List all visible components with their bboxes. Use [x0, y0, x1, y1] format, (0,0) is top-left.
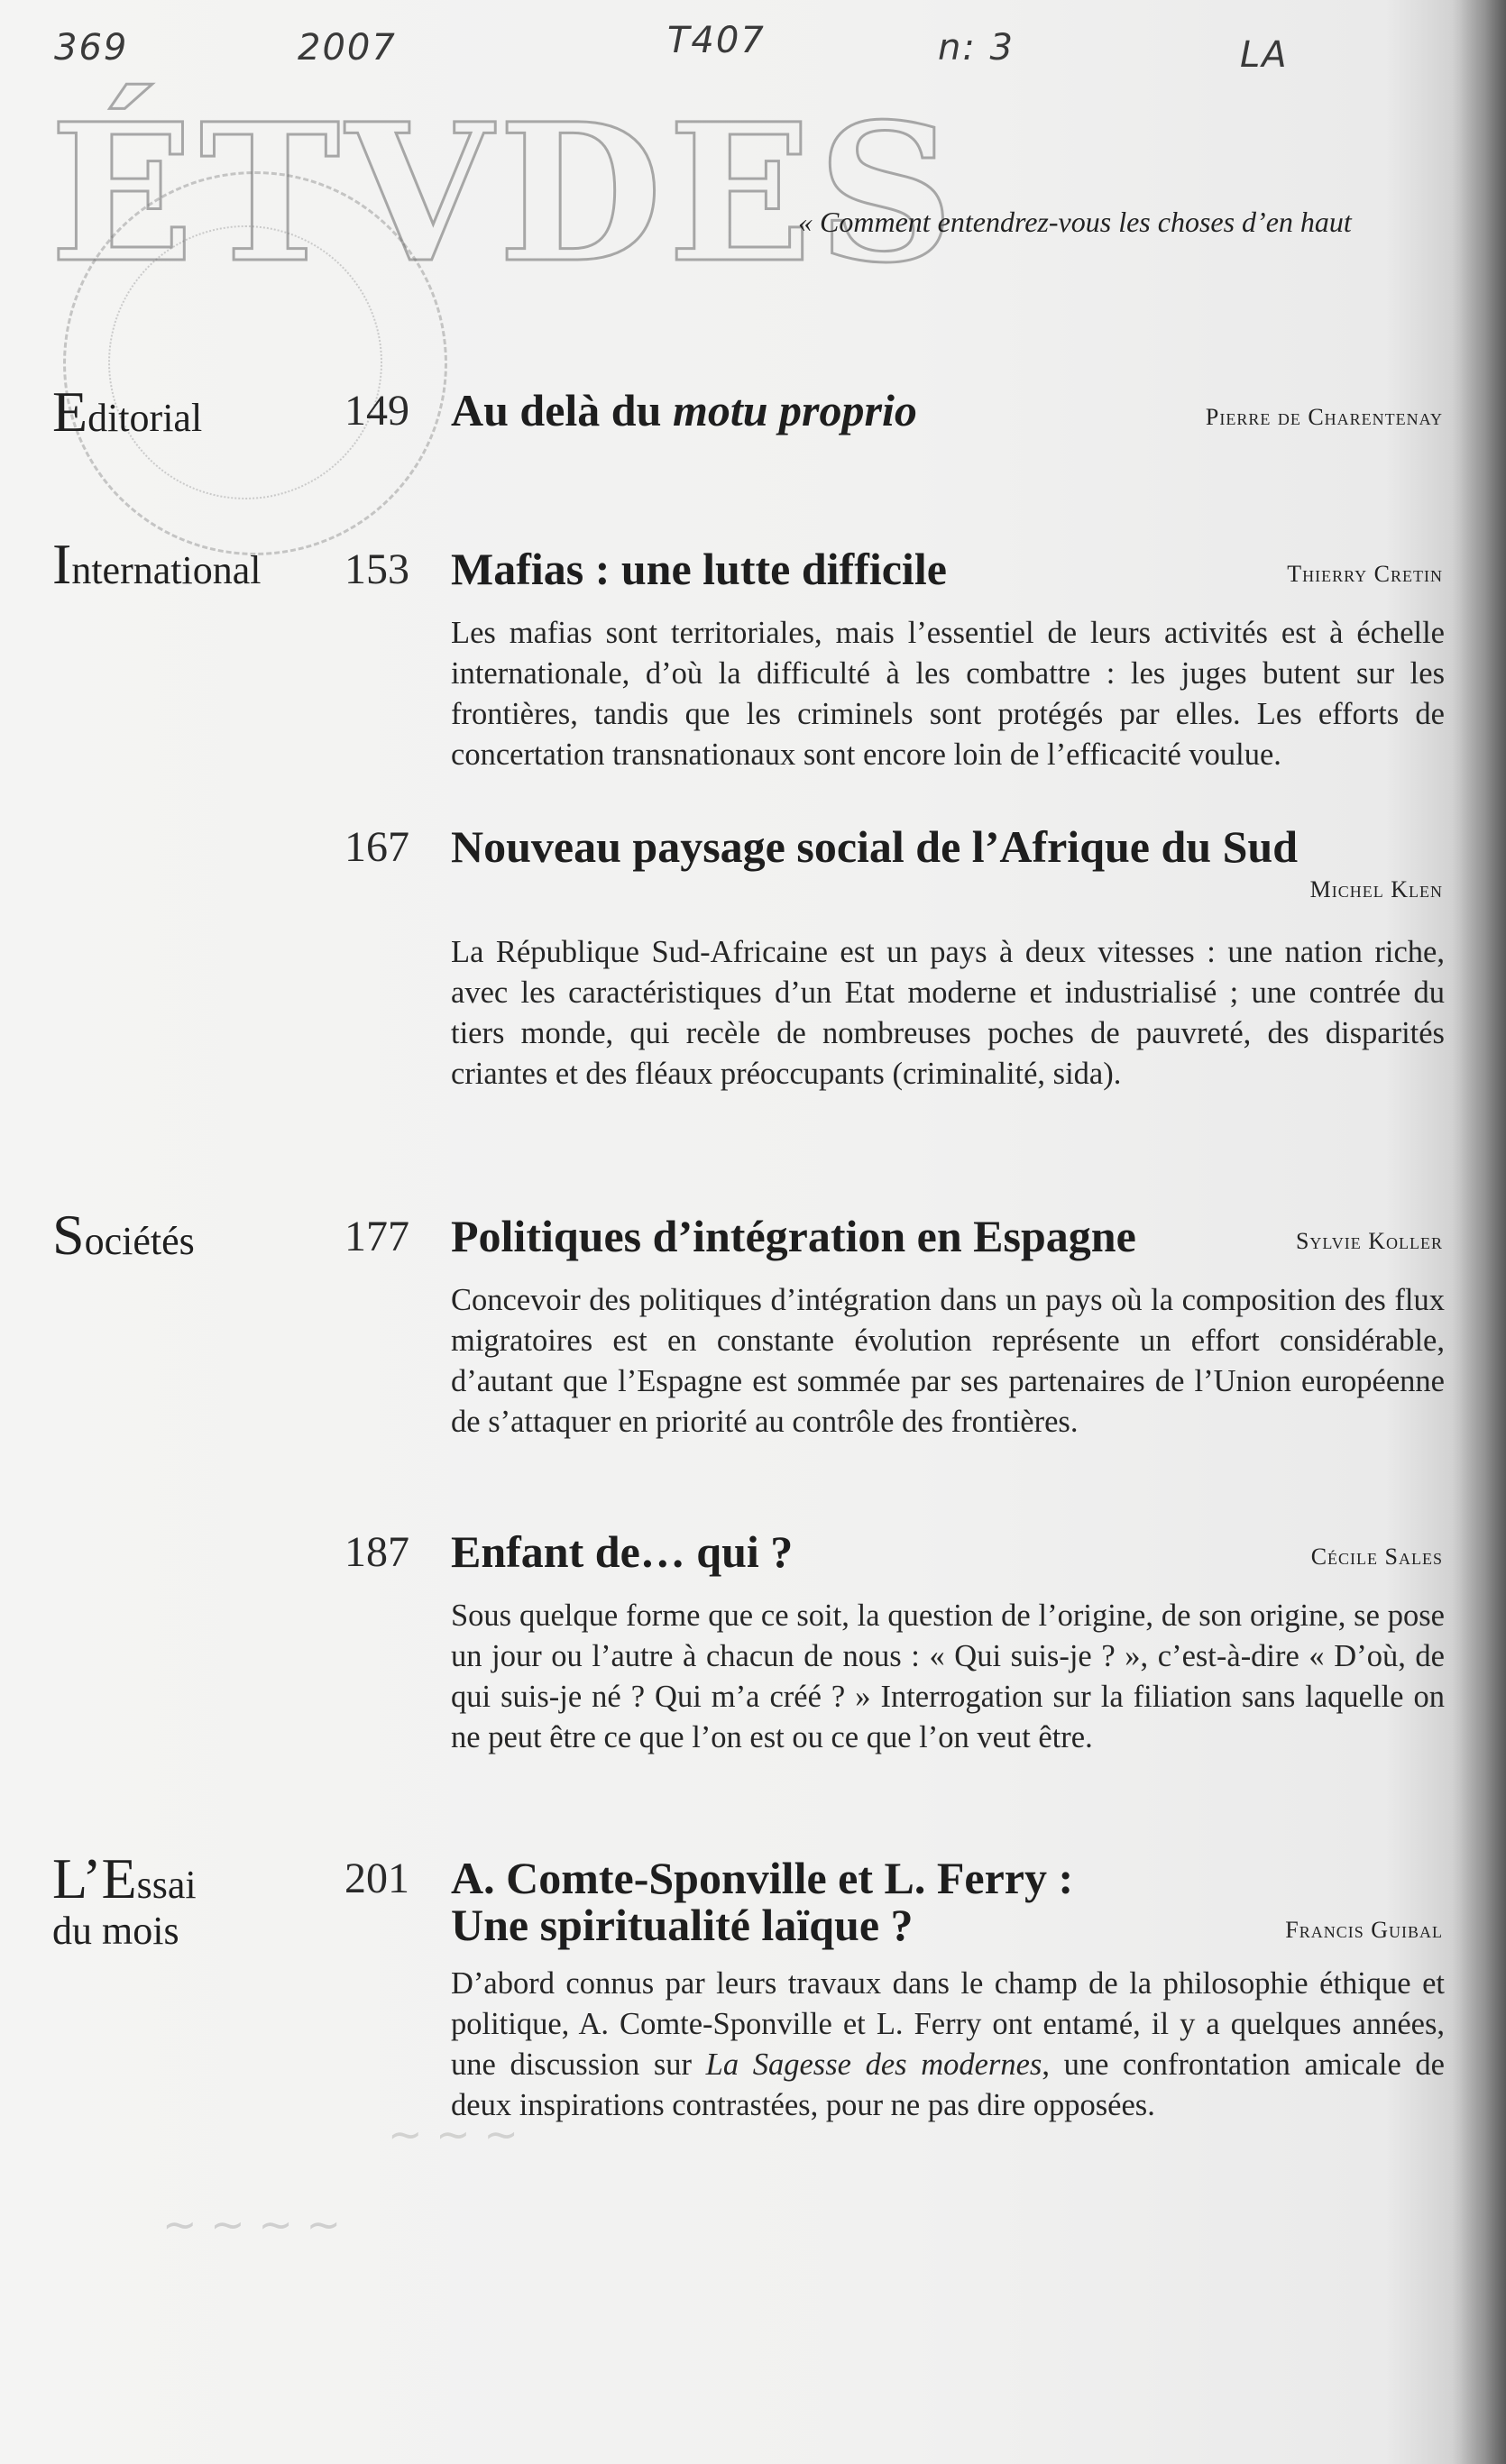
article-title: Enfant de… qui ? — [451, 1526, 794, 1577]
section-label-societes — [52, 1203, 195, 1267]
section-rest: nternational — [71, 548, 262, 592]
page-number: 177 — [344, 1213, 409, 1260]
article-title: Mafias : une lutte difficile — [451, 544, 947, 594]
section-rest: ociétés — [84, 1219, 195, 1263]
handwritten-note-369: 369 — [54, 27, 129, 69]
article-title: Nouveau paysage social de l’Afrique du Sud — [451, 821, 1299, 872]
article-author: Michel Klen — [1309, 876, 1443, 902]
article-title-italic: motu proprio — [672, 385, 917, 435]
article-author: Francis Guibal — [1285, 1917, 1443, 1943]
faint-handwriting: ~ ~ ~ ~ — [162, 2200, 342, 2249]
section-initial: I — [52, 532, 72, 596]
faint-handwriting: ~ ~ ~ — [388, 2110, 519, 2158]
article-title-text: Au delà du — [451, 385, 673, 435]
masthead-motto: « Comment entendrez-vous les choses d’en haut — [798, 206, 1352, 238]
article-abstract: La République Sud-Africaine est un pays à deux vitesses : une nation riche, avec les caractéristiques d’un Etat moderne et industrialisé ; une contrée du tiers monde, qui recèle de nombreuses poches de pauvreté, des disparités criantes et des fléaux préoccupants (criminalité, sida). — [451, 935, 1445, 1091]
section-subtitle: du mois — [52, 1909, 179, 1953]
section-rest: ssai — [136, 1863, 197, 1907]
handwritten-note-code: T407 — [667, 20, 766, 61]
abstract-italic: La Sagesse des modernes — [705, 2047, 1042, 2082]
article-abstract: Les mafias sont territoriales, mais l’essentiel de leurs activités est à échelle internationale, d’où la difficulté à les combattre : les juges butent sur les frontières, tandis que les criminels sont protégés par elles. Les efforts de concertation transnationaux sont encore loin de l’efficacité voulue. — [451, 616, 1445, 772]
section-rest: ditorial — [87, 396, 203, 440]
article-title-line1: A. Comte-Sponville et L. Ferry : — [451, 1853, 1074, 1903]
article-author: Thierry Cretin — [1287, 561, 1443, 587]
article-title — [451, 384, 917, 436]
abstract-text: D’abord connus par leurs travaux dans le champ de la philosophie éthique et politique, A. Comte-Sponville et L. Ferry ont entamé, il y a quelques années, une discussion sur — [451, 1966, 1445, 2082]
section-initial: L’E — [52, 1846, 137, 1910]
article-title: Politiques d’intégration en Espagne — [451, 1211, 1136, 1261]
masthead-title: ÉTVDES — [50, 82, 960, 305]
handwritten-note-number: n: 3 — [938, 27, 1015, 69]
abstract-text: , une confrontation amicale de deux inspirations contrastées, pour ne pas dire opposées. — [451, 2047, 1445, 2122]
handwritten-note-initials: LA — [1240, 34, 1289, 76]
article-author: Pierre de Charentenay — [1205, 404, 1443, 430]
article-author: Cécile Sales — [1310, 1543, 1443, 1570]
article-abstract: Concevoir des politiques d’intégration dans un pays où la composition des flux migratoires est en constante évolution représente un effort considérable, d’autant que l’Espagne est sommée par ses partenaires de l’Union européenne de s’attaquer en priorité au contrôle des frontières. — [451, 1283, 1445, 1439]
section-initial: E — [52, 380, 88, 444]
section-label-essai — [52, 1846, 197, 1953]
article-abstract: Sous quelque forme que ce soit, la question de l’origine, de son origine, se pose un jour ou l’autre à chacun de nous : « Qui suis-je ? », c’est-à-dire « D’où, de qui suis-je né ? Qui m’a créé ? » Interrogation sur la filiation sans laquelle on ne peut être ce que l’on est ou ce que l’on veut être. — [451, 1598, 1445, 1754]
page-number: 187 — [344, 1528, 409, 1576]
handwritten-note-year: 2007 — [298, 27, 397, 69]
article-abstract — [451, 1964, 1445, 2126]
section-label-international — [52, 532, 262, 596]
page-number: 167 — [344, 823, 409, 871]
article-author: Sylvie Koller — [1295, 1228, 1443, 1254]
page-number: 149 — [344, 387, 409, 435]
section-label-editorial — [52, 380, 203, 444]
article-title-line2: Une spiritualité laïque ? — [451, 1900, 914, 1950]
section-initial: S — [52, 1203, 85, 1267]
page-edge-shadow — [1452, 0, 1506, 2464]
page-number: 201 — [344, 1855, 409, 1902]
page-number: 153 — [344, 545, 409, 593]
